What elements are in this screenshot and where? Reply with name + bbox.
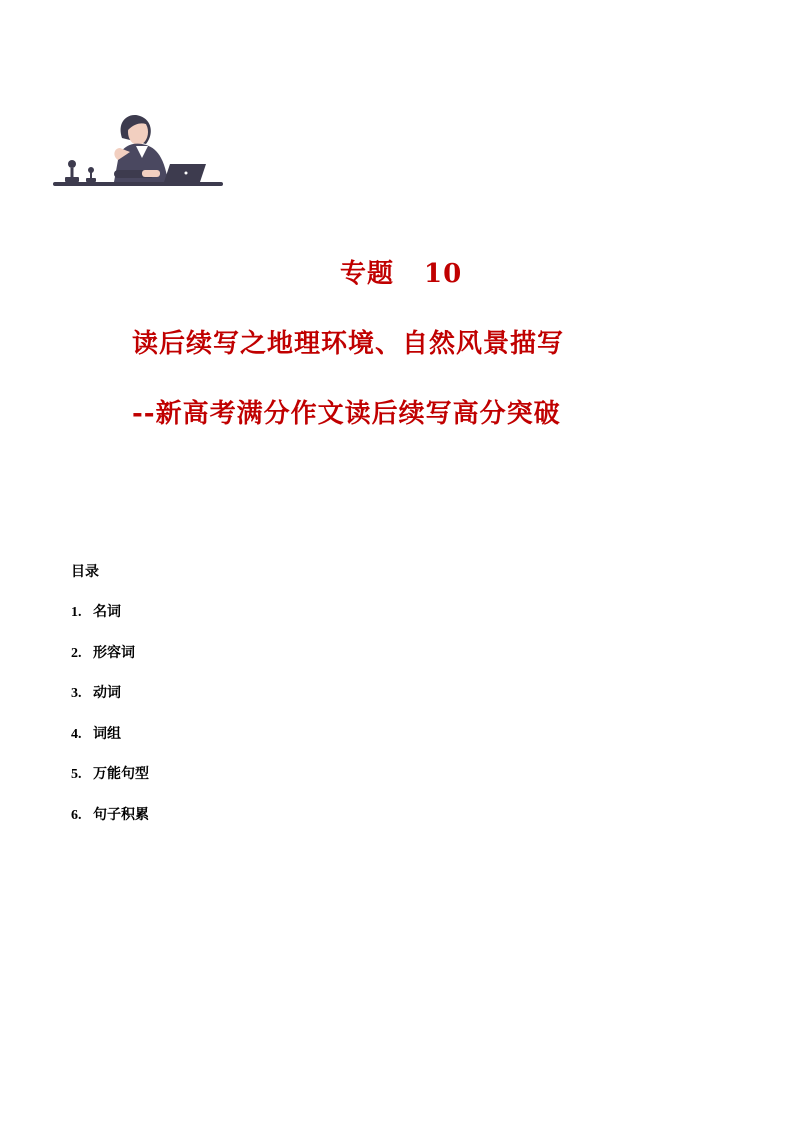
laptop-icon bbox=[164, 164, 206, 182]
title-subject: 读后续写之地理环境、自然风景描写 bbox=[132, 329, 565, 359]
title-series: --新高考满分作文读后续写高分突破 bbox=[132, 399, 561, 429]
title-topic-label: 专题 bbox=[340, 259, 395, 289]
toc-item-label: 动词 bbox=[93, 685, 121, 702]
toc-item-number: 5. bbox=[71, 767, 82, 783]
toc-item-label: 名词 bbox=[93, 604, 121, 620]
toc-item-label: 词组 bbox=[93, 725, 121, 742]
toc-heading: 目录 bbox=[71, 564, 99, 580]
toc-item-label: 句子积累 bbox=[93, 806, 149, 823]
table-of-contents bbox=[71, 601, 149, 845]
toc-item-label: 形容词 bbox=[93, 644, 135, 661]
toc-item[interactable] bbox=[71, 723, 149, 764]
woman-figure-icon bbox=[114, 115, 168, 182]
toc-item[interactable] bbox=[71, 682, 149, 723]
desk-lamp-icon bbox=[65, 160, 79, 182]
toc-item[interactable] bbox=[71, 804, 149, 845]
toc-item-label: 万能句型 bbox=[93, 766, 149, 783]
title-topic bbox=[340, 253, 462, 290]
toc-item-number: 2. bbox=[71, 645, 82, 661]
toc-item-number: 4. bbox=[71, 726, 82, 742]
plant-icon bbox=[86, 167, 96, 182]
toc-item-number: 1. bbox=[71, 605, 82, 620]
toc-item[interactable] bbox=[71, 763, 149, 804]
toc-item-number: 3. bbox=[71, 686, 82, 702]
title-topic-number: 10 bbox=[424, 259, 463, 289]
woman-at-laptop-illustration bbox=[50, 108, 225, 193]
toc-item-number: 6. bbox=[71, 807, 82, 823]
toc-item[interactable] bbox=[71, 601, 149, 642]
desk-icon bbox=[53, 182, 223, 186]
toc-item[interactable] bbox=[71, 642, 149, 683]
